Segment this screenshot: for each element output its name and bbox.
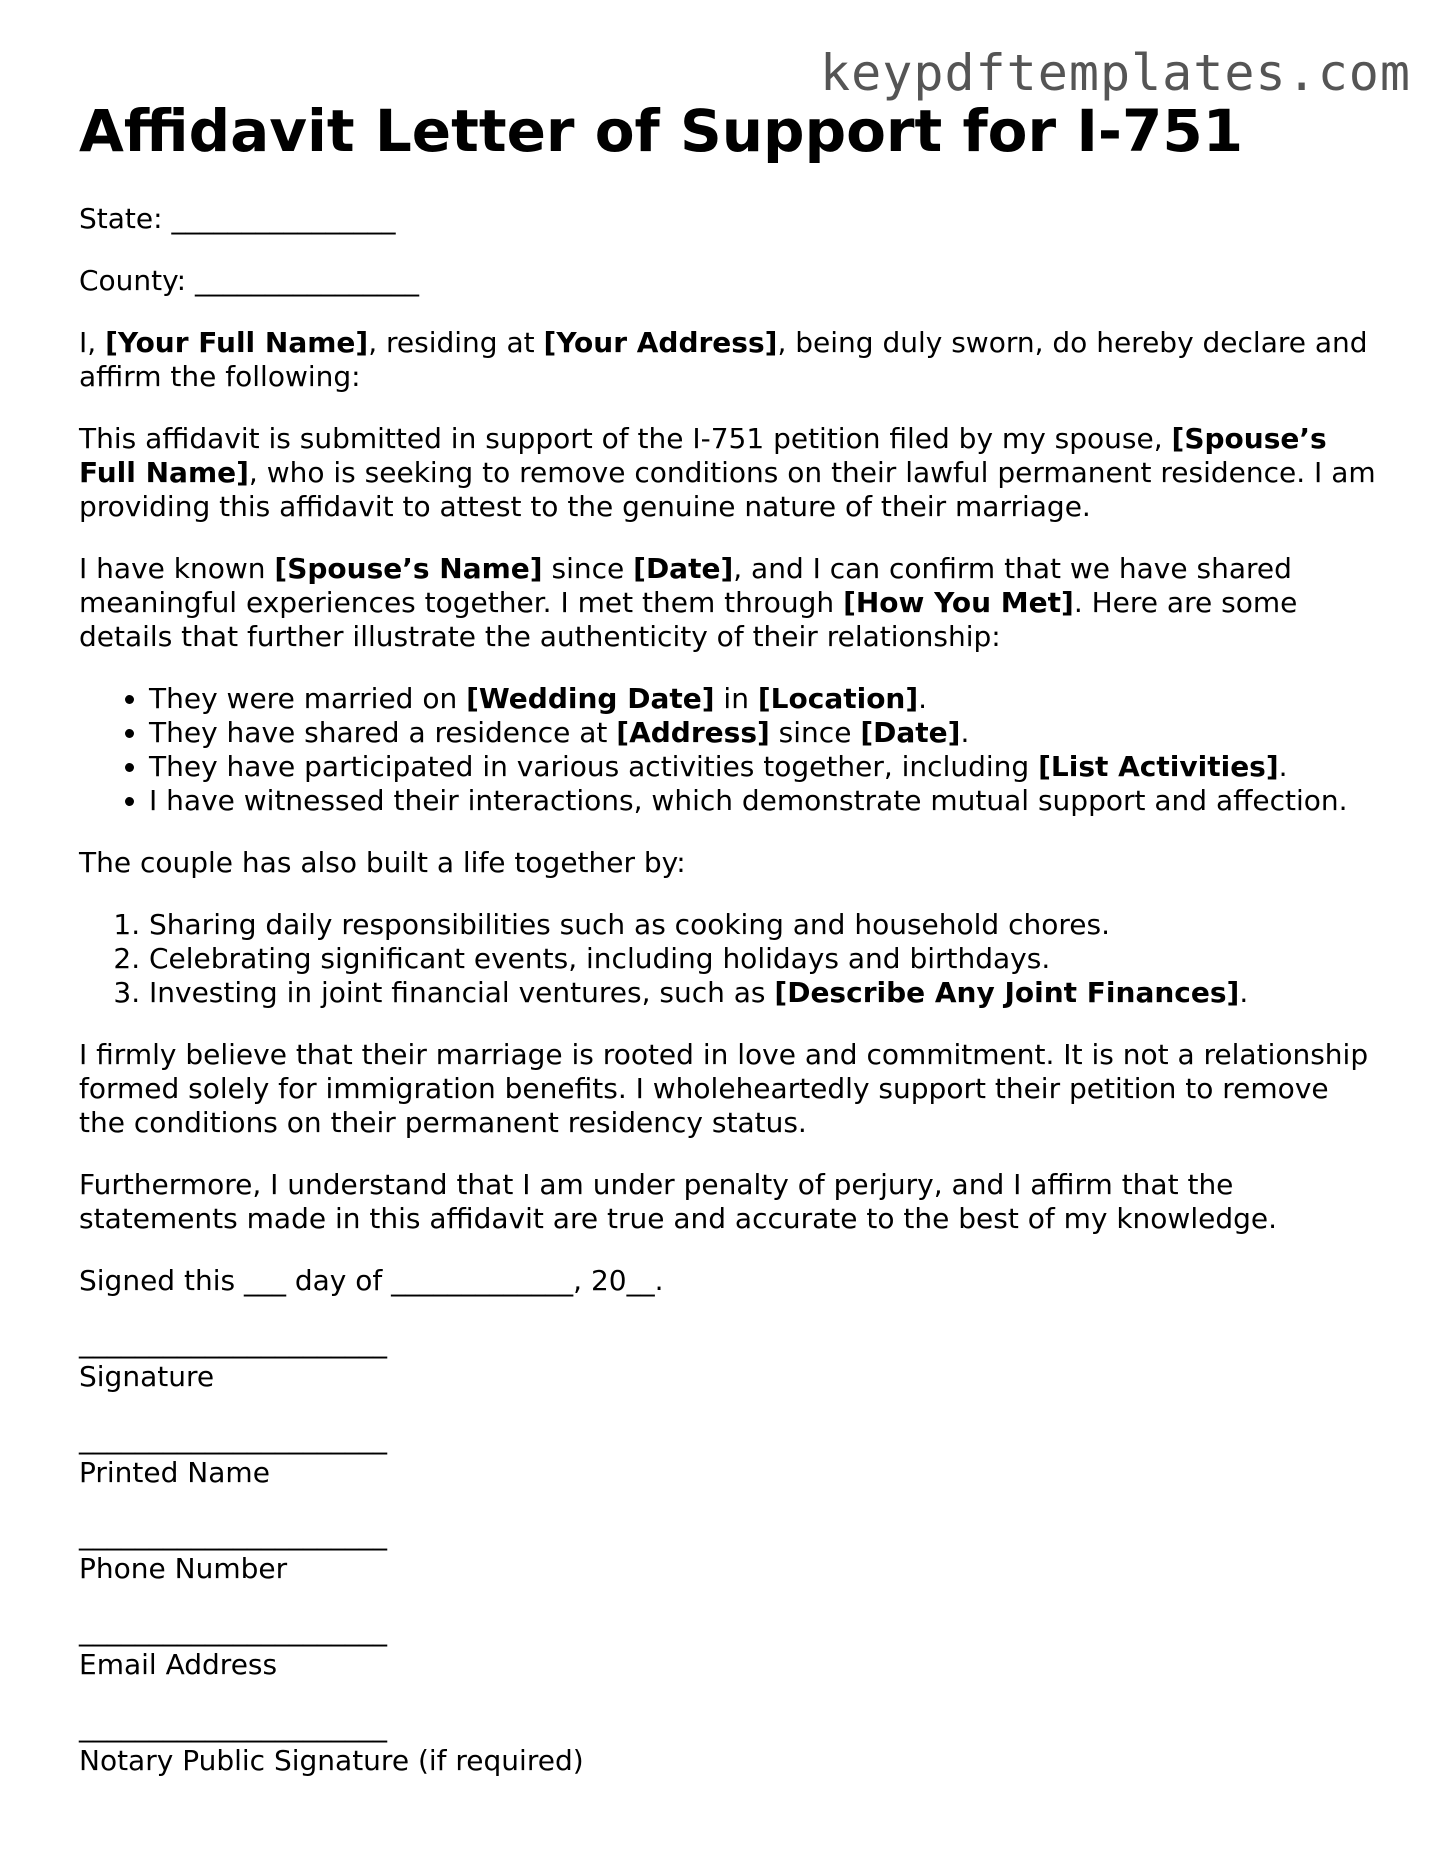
- printed-name-label: Printed Name: [79, 1455, 270, 1489]
- printed-name-block: [79, 1422, 1379, 1490]
- county-field: County: ________________: [79, 263, 420, 297]
- email-address-block: [79, 1614, 1379, 1682]
- details-list: [79, 682, 1379, 818]
- list-item: 1. Sharing daily responsibilities such as cooking and household chores.: [149, 908, 1379, 942]
- list-item: • They have shared a residence at [Address] since [Date].: [149, 716, 1379, 750]
- page-title: Affidavit Letter of Support for I-751: [79, 97, 1244, 165]
- signature-label: Signature: [79, 1359, 215, 1393]
- life-together-paragraph: The couple has also built a life together by:: [79, 845, 686, 879]
- relationship-paragraph: I have known [Spouse’s Name] since [Date], and I can confirm that we have shared meaningful experiences together. I met them through [How You Met]. Here are some details that further illustrate the authenticity of their relationship:: [79, 551, 1298, 653]
- signature-section: [79, 1326, 1379, 1778]
- list-item: 2. Celebrating significant events, including holidays and birthdays.: [149, 942, 1379, 976]
- phone-number-label: Phone Number: [79, 1551, 288, 1585]
- signed-date-line: Signed this ___ day of _____________, 20__.: [79, 1263, 664, 1297]
- placeholder-address: [Your Address]: [543, 325, 778, 359]
- intro-paragraph: I, [Your Full Name], residing at [Your Address], being duly sworn, do hereby declare and affirm the following:: [79, 325, 1368, 393]
- list-item: • They have participated in various activities together, including [List Activities].: [149, 750, 1379, 784]
- state-field: State: ________________: [79, 201, 396, 235]
- phone-number-block: [79, 1518, 1379, 1586]
- purpose-paragraph: This affidavit is submitted in support of the I-751 petition filed by my spouse, [Spouse’s Full Name], who is seeking to remove conditions on their lawful permanent residence. I am providing this affidavit to attest to the genuine nature of their marriage.: [79, 421, 1376, 523]
- printed-name-line: ______________________: [79, 1421, 387, 1455]
- perjury-paragraph: Furthermore, I understand that I am under penalty of perjury, and I affirm that the statements made in this affidavit are true and accurate to the best of my knowledge.: [79, 1167, 1278, 1235]
- list-item: • I have witnessed their interactions, which demonstrate mutual support and affection.: [149, 784, 1379, 818]
- notary-signature-label: Notary Public Signature (if required): [79, 1743, 584, 1777]
- watermark: keypdftemplates.com: [820, 44, 1411, 102]
- placeholder-full-name: [Your Full Name]: [105, 325, 369, 359]
- placeholder-how-you-met: [How You Met]: [843, 585, 1074, 619]
- list-item: 3. Investing in joint financial ventures, such as [Describe Any Joint Finances].: [149, 976, 1379, 1010]
- notary-signature-block: [79, 1710, 1379, 1778]
- document-page: [79, 97, 1379, 1806]
- email-address-line: ______________________: [79, 1613, 387, 1647]
- life-together-list: [79, 908, 1379, 1010]
- email-address-label: Email Address: [79, 1647, 278, 1681]
- placeholder-date: [Date]: [633, 551, 734, 585]
- belief-paragraph: I firmly believe that their marriage is rooted in love and commitment. It is not a relationship formed solely for immigration benefits. I wholeheartedly support their petition to remove the conditions on their permanent residency status.: [79, 1037, 1369, 1139]
- notary-signature-line: ______________________: [79, 1709, 387, 1743]
- signature-line: ______________________: [79, 1325, 387, 1359]
- signature-block: [79, 1326, 1379, 1394]
- placeholder-spouse-full-name: [Spouse’s Full Name]: [79, 421, 1327, 489]
- list-item: • They were married on [Wedding Date] in [Location].: [149, 682, 1379, 716]
- placeholder-spouse-name: [Spouse’s Name]: [274, 551, 543, 585]
- phone-number-line: ______________________: [79, 1517, 387, 1551]
